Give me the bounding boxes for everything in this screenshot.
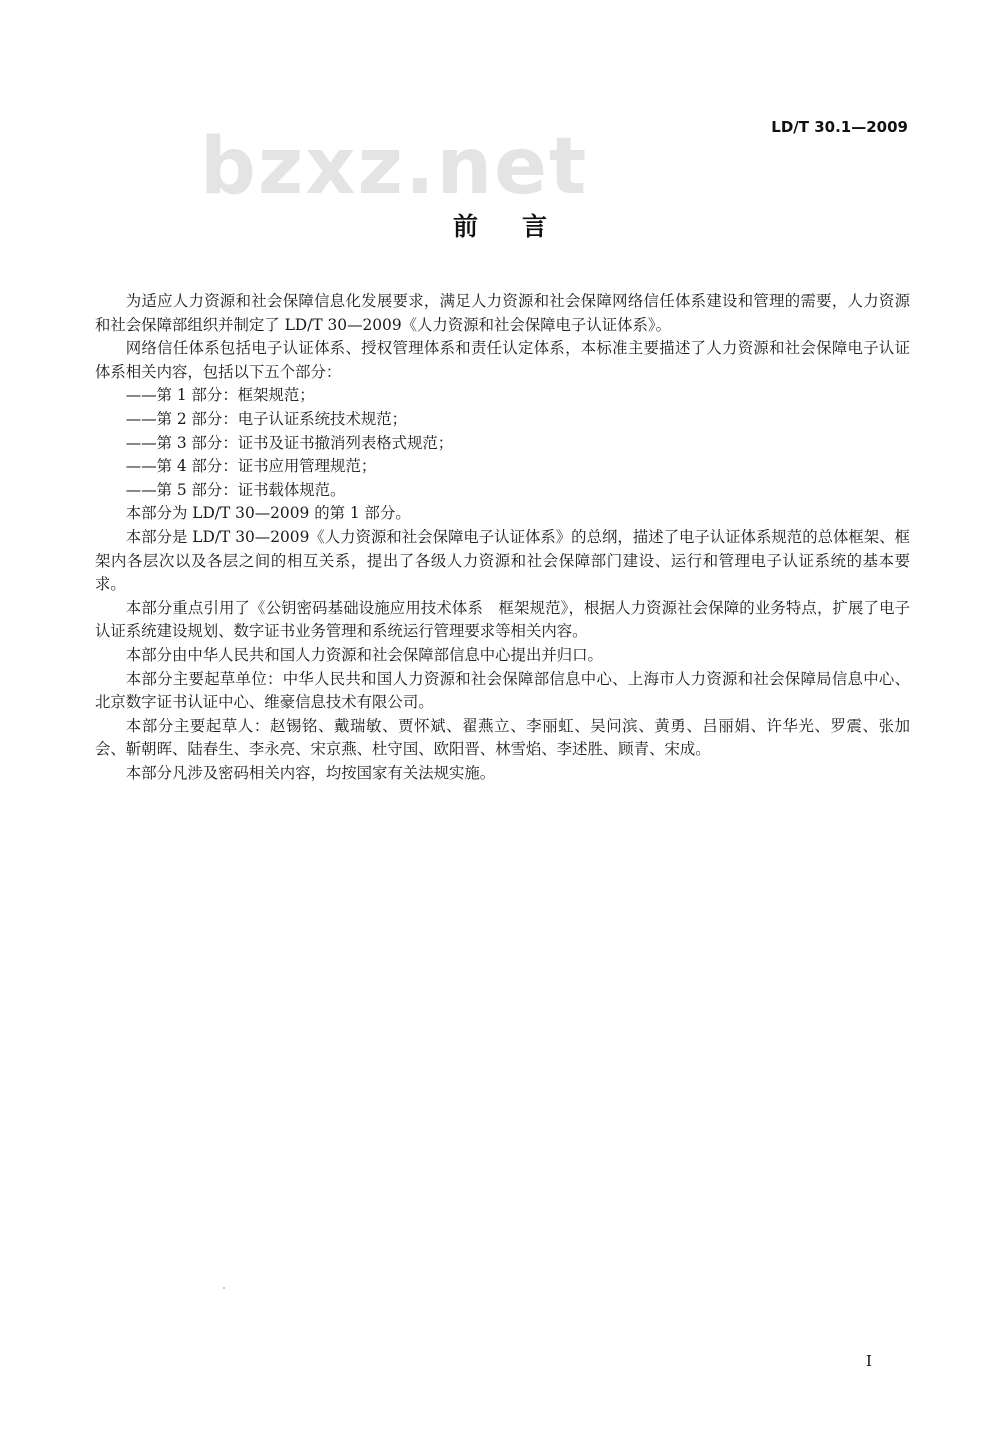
paragraph: 本部分主要起草人：赵锡铭、戴瑞敏、贾怀斌、翟燕立、李丽虹、吴问滨、黄勇、吕丽娟、许华光、罗震、张加会、靳朝晖、陆春生、李永亮、宋京燕、杜守国、欧阳晋、林雪焰、李述胜、顾青、宋成。 <box>95 716 910 759</box>
list-item: ——第 5 部分：证书载体规范。 <box>125 480 346 499</box>
list-item: ——第 2 部分：电子认证系统技术规范； <box>125 409 408 428</box>
foreword-body <box>95 290 910 785</box>
paragraph: 本部分为 LD/T 30—2009 的第 1 部分。 <box>125 504 411 523</box>
paragraph: 为适应人力资源和社会保障信息化发展要求，满足人力资源和社会保障网络信任体系建设和管理的需要，人力资源和社会保障部组织并制定了 LD/T 30—2009《人力资源和社会保障电子认证体系》。 <box>95 292 910 334</box>
paragraph: 本部分凡涉及密码相关内容，均按国家有关法规实施。 <box>125 763 496 782</box>
paragraph: 本部分主要起草单位：中华人民共和国人力资源和社会保障部信息中心、上海市人力资源和社会保障局信息中心、北京数字证书认证中心、维豪信息技术有限公司。 <box>95 669 910 712</box>
list-item: ——第 4 部分：证书应用管理规范； <box>125 457 377 476</box>
list-item: ——第 3 部分：证书及证书撤消列表格式规范； <box>125 433 454 452</box>
page-number: I <box>866 1352 872 1370</box>
scan-speck <box>223 1287 225 1289</box>
paragraph: 本部分是 LD/T 30—2009《人力资源和社会保障电子认证体系》的总纲，描述了电子认证体系规范的总体框架、框架内各层次以及各层之间的相互关系，提出了各级人力资源和社会保障部门建设、运行和管理电子认证系统的基本要求。 <box>95 527 910 594</box>
paragraph: 本部分重点引用了《公钥密码基础设施应用技术体系 框架规范》，根据人力资源社会保障的业务特点，扩展了电子认证系统建设规划、数字证书业务管理和系统运行管理要求等相关内容。 <box>95 598 910 641</box>
page-title: 前言 <box>452 212 591 241</box>
paragraph: 网络信任体系包括电子认证体系、授权管理体系和责任认定体系，本标准主要描述了人力资源和社会保障电子认证体系相关内容，包括以下五个部分： <box>95 339 910 381</box>
list-item: ——第 1 部分：框架规范； <box>125 386 315 405</box>
paragraph: 本部分由中华人民共和国人力资源和社会保障部信息中心提出并归口。 <box>125 645 603 664</box>
standard-code: LD/T 30.1—2009 <box>771 118 908 136</box>
watermark: bzxz.net <box>200 122 589 212</box>
